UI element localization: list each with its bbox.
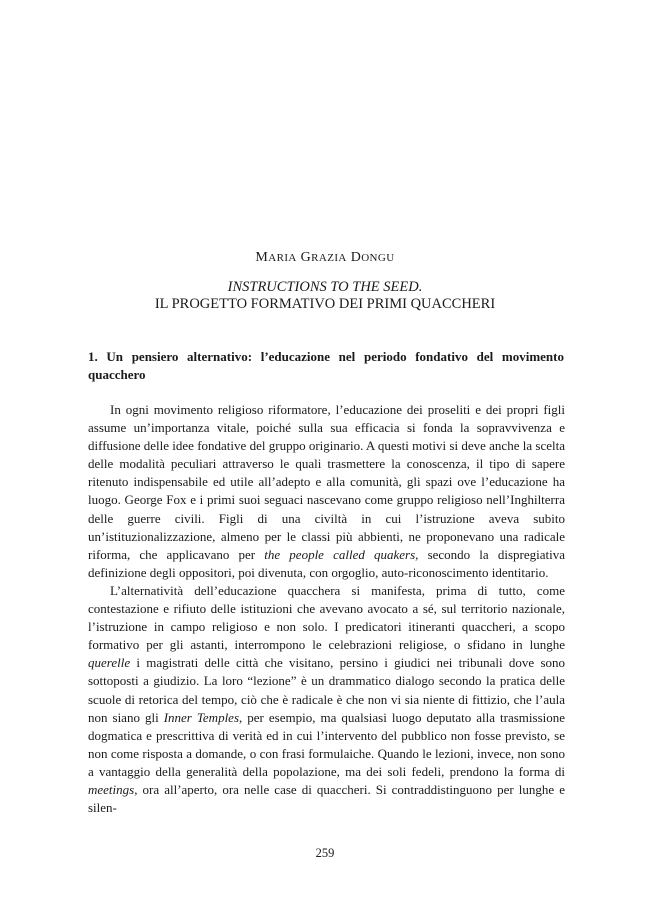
author-first-name [255,250,296,265]
text-run: i magistrati delle città che visitano, persino i giudici nei tribunali dove sono sottoposti a giudizio. La loro “lezione” è un drammatico dialogo secondo la pratica delle scuole di retorica del tempo, ciò che è radicale è che non vi sia niente di fittizio, che l’aula non siano gli [88,655,565,725]
italic-text: querelle [88,655,131,671]
italic-text: meetings [88,781,135,797]
paragraph-2 [88,582,565,817]
page-number: 259 [315,846,335,860]
author-initial: D [350,250,362,265]
text-run: L’alternatività dell’educazione quacchera si manifesta, prima di tutto, come contestazione e rifiuto delle istituzioni che avevano avocato a sé, sul territorio nazionale, l’istruzione in campo religioso e non solo. I predicatori itineranti quaccheri, a scopo formativo per gli astanti, interrompono le celebrazioni religiose, o sfidano in lunghe [88,582,565,653]
text-run: , ora all’aperto, ora nelle case di quaccheri. Si contraddistinguono per lunghe e silen- [88,781,565,816]
italic-text: Inner Temples [163,709,240,725]
section-heading: 1. Un pensiero alternativo: l’educazione nel periodo fondativo del movimento quacchero [88,349,564,382]
author-name-part: ARIA [268,252,297,264]
italic-text: the people called quakers [264,546,416,562]
chapter-title-line-1: INSTRUCTIONS TO THE SEED. [227,279,423,295]
author-name [0,250,650,266]
author-initial: G [300,250,312,265]
chapter-title-line-2: IL PROGETTO FORMATIVO DEI PRIMI QUACCHERI [154,296,496,312]
paragraph-1 [88,401,565,582]
author-name-part: ONGU [361,252,395,264]
author-surname [351,250,395,265]
text-run: , per esempio, ma qualsiasi luogo deputato alla trasmissione dogmatica e prescrittiva di verità ed in cui l’intervento del pubblico non fosse previsto, se non come risposta a domande, o con frasi formulaiche. Quando le lezioni, invece, non sono a vantaggio della generalità della popolazione, ma dei soli fedeli, prendono la forma di [88,709,566,779]
text-run: In ogni movimento religioso riformatore, l’educazione dei proseliti e dei propri figli assume un’importanza vitale, poiché sulla sua efficacia si fonda la sopravvivenza e diffusione delle idee fondative del gruppo originario. A questi motivi si deve anche la scelta delle modalità peculiari attraverso le quali trasmettere la conoscenza, il tipo di sapere ritenuto indispensabile ed utile all’adepto e alla comunità, gli spazi ove l’educazione ha luogo. George Fox e i primi suoi seguaci nascevano come gruppo religioso nell’Inghilterra delle guerre civili. Figli di una civiltà in cui l’istruzione aveva subito un’istituzionalizzazione, almeno per le classi più abbienti, ne proponevano una radicale riforma, che applicavano per [88,402,565,562]
chapter-title [0,279,650,313]
author-initial: M [255,250,269,265]
author-second-name [301,250,347,265]
author-name-part: RAZIA [311,252,347,264]
body-text [88,401,565,817]
text-run: , secondo la dispregiativa definizione degli oppositori, poi divenuta, con orgoglio, auto-riconoscimento identitario. [88,546,565,580]
